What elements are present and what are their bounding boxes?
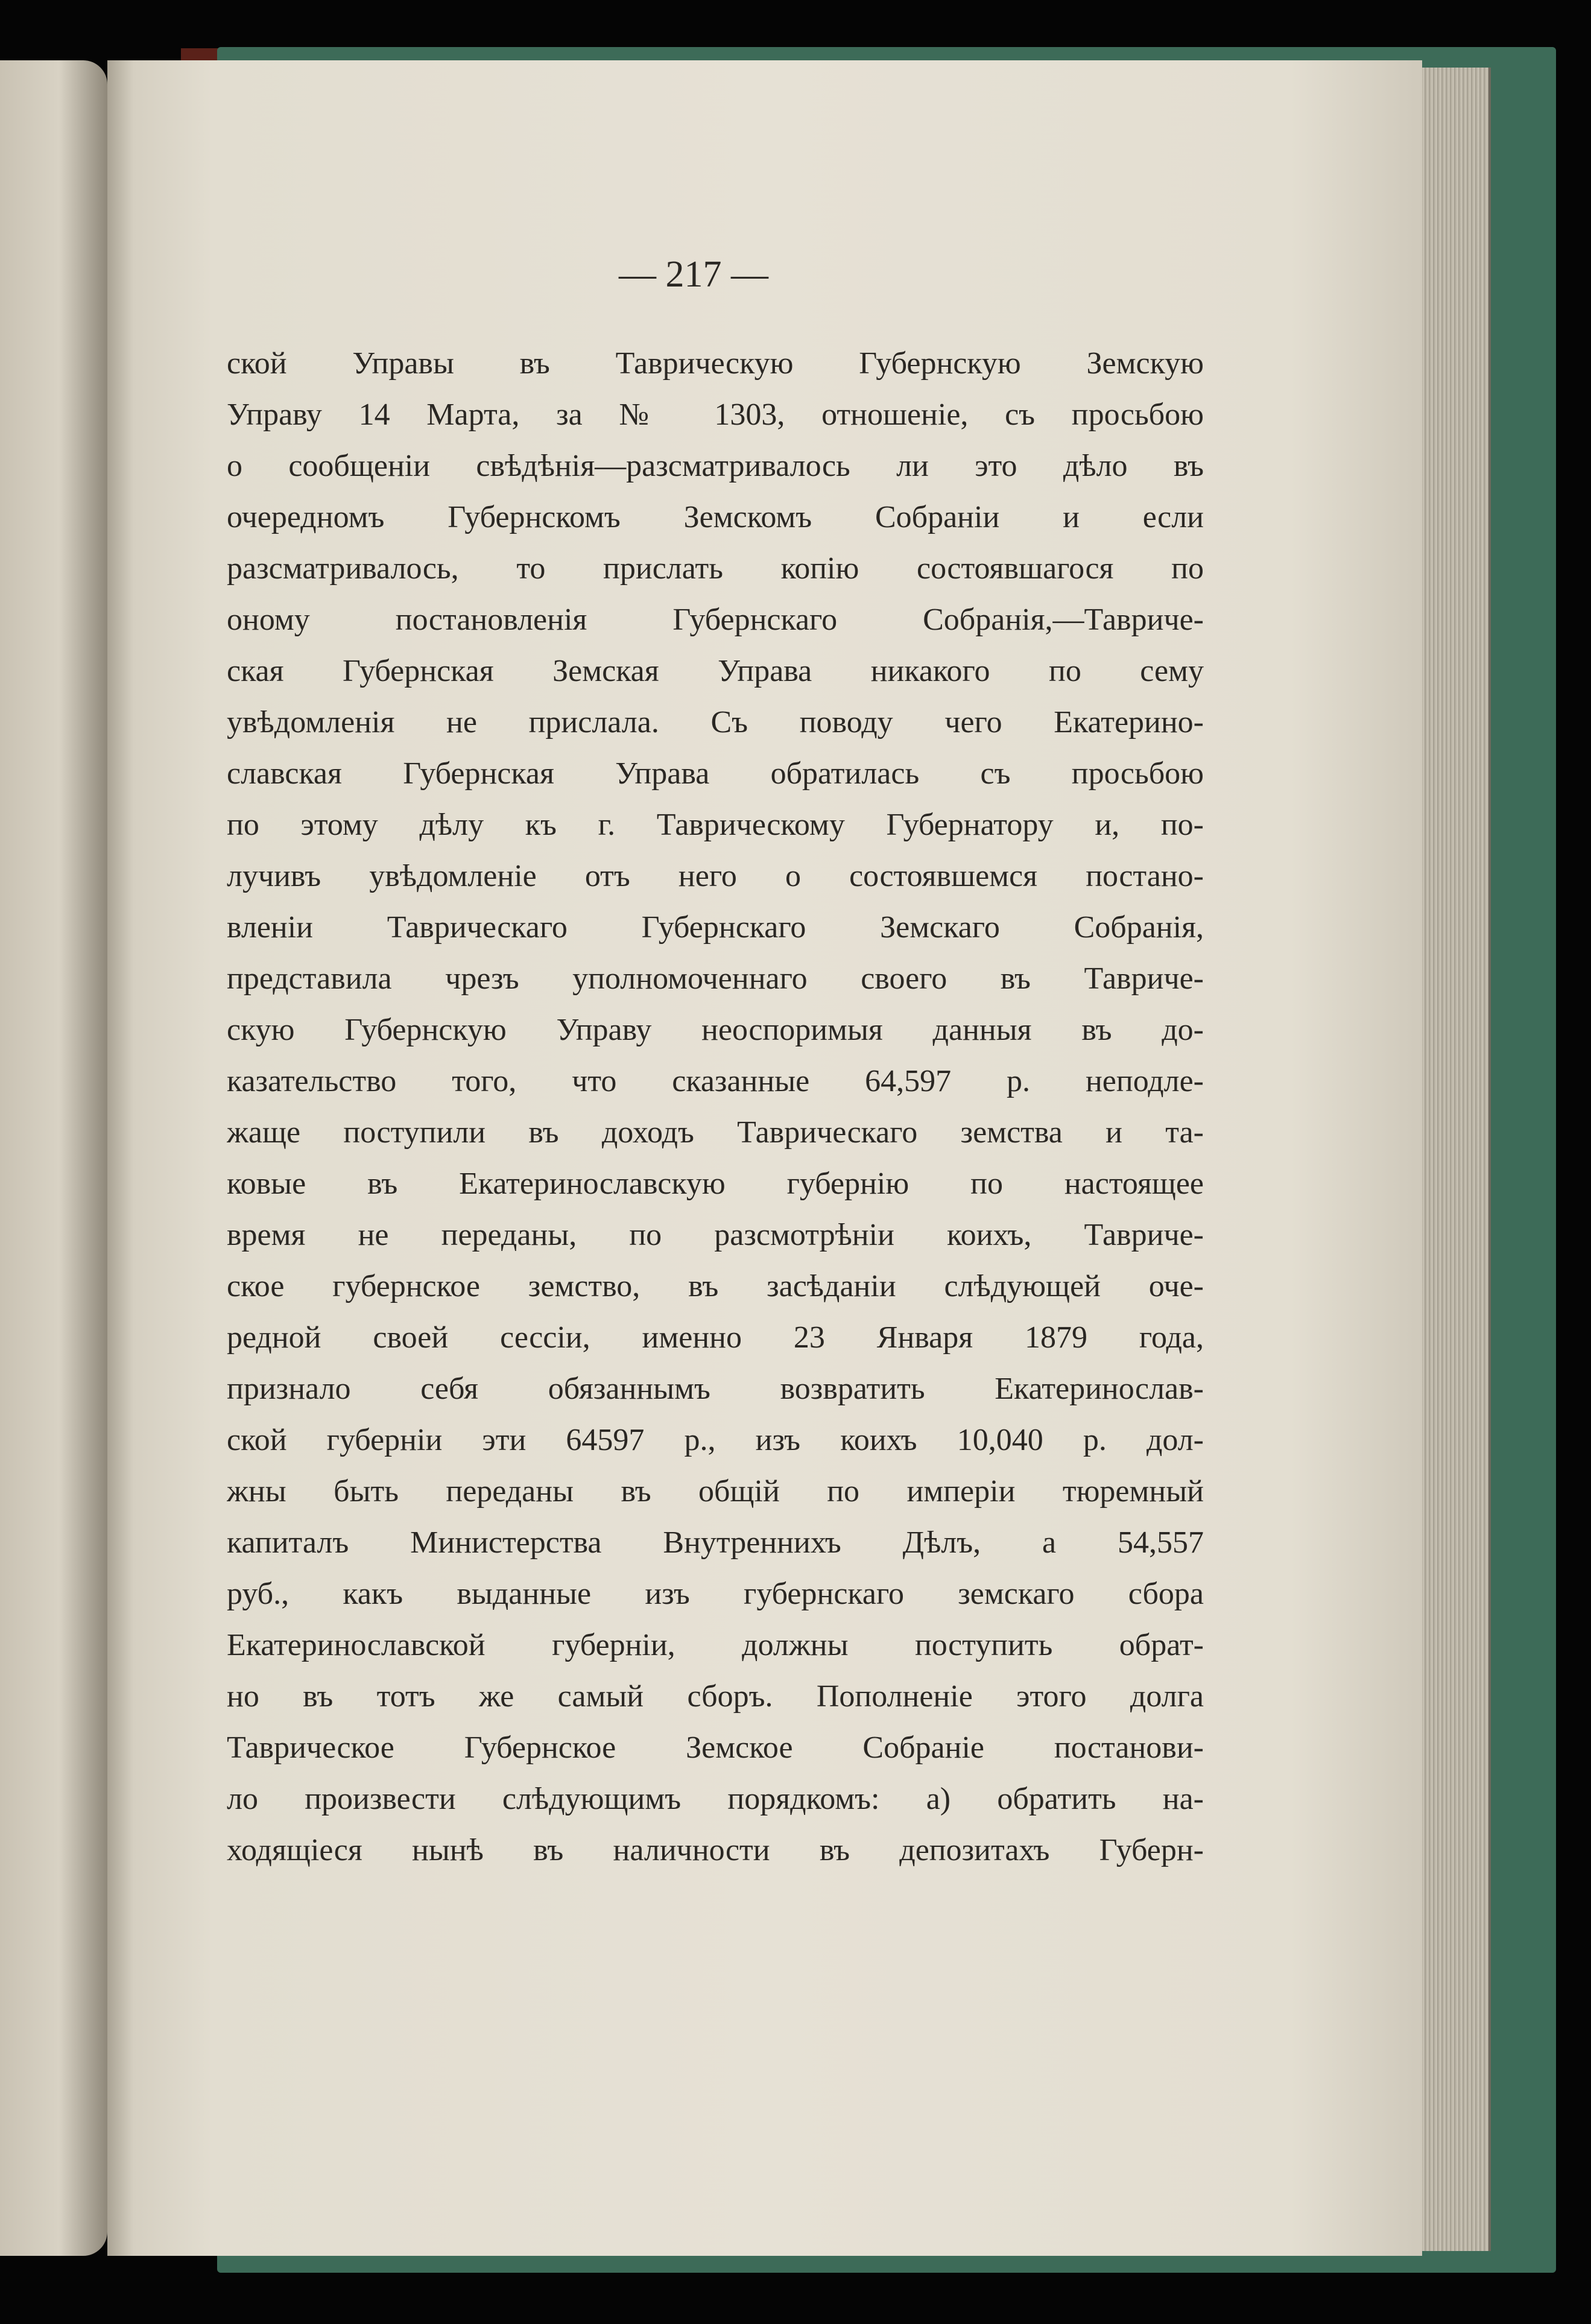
text-line: ское губернское земство, въ засѣданіи слѣдующей оче- [227, 1269, 1204, 1303]
text-line: ло произвести слѣдующимъ порядкомъ: а) обратить на- [227, 1782, 1204, 1816]
text-line: ская Губернская Земская Управа никакого по сему [227, 654, 1204, 688]
page-edges [1422, 68, 1491, 2251]
text-line: ской Управы въ Таврическую Губернскую Земскую [227, 346, 1204, 381]
text-line: ской губерніи эти 64597 р., изъ коихъ 10,040 р. дол- [227, 1423, 1204, 1457]
text-line: представила чрезъ уполномоченнаго своего въ Тавриче- [227, 961, 1204, 996]
text-line: увѣдомленія не прислала. Съ поводу чего Екатерино- [227, 705, 1204, 739]
text-line: Управу 14 Марта, за № 1303, отношеніе, съ просьбою [227, 397, 1204, 432]
left-page-edge [0, 60, 107, 2256]
text-line: казательство того, что сказанные 64,597 р. неподле- [227, 1064, 1204, 1098]
text-line: вленіи Таврическаго Губернскаго Земскаго Собранія, [227, 910, 1204, 945]
text-line: признало себя обязаннымъ возвратить Екатеринослав- [227, 1372, 1204, 1406]
text-line: ходящіеся нынѣ въ наличности въ депозитахъ Губерн- [227, 1833, 1204, 1867]
text-line: оному постановленія Губернскаго Собранія,—Тавриче- [227, 603, 1204, 637]
text-line: по этому дѣлу къ г. Таврическому Губернатору и, по- [227, 808, 1204, 842]
text-line: руб., какъ выданные изъ губернскаго земскаго сбора [227, 1577, 1204, 1611]
text-line: Таврическое Губернское Земское Собраніе постанови- [227, 1730, 1204, 1765]
text-line: скую Губернскую Управу неоспоримыя данныя въ до- [227, 1013, 1204, 1047]
text-line: очередномъ Губернскомъ Земскомъ Собраніи и если [227, 500, 1204, 534]
text-line: время не переданы, по разсмотрѣніи коихъ, Тавриче- [227, 1218, 1204, 1252]
text-line: лучивъ увѣдомленіе отъ него о состоявшемся постано- [227, 859, 1204, 893]
text-line: о сообщеніи свѣдѣнія—разсматривалось ли это дѣло въ [227, 449, 1204, 483]
text-line: разсматривалось, то прислать копію состоявшагося по [227, 551, 1204, 586]
text-line: но въ тотъ же самый сборъ. Пополненіе этого долга [227, 1679, 1204, 1714]
text-line: капиталъ Министерства Внутреннихъ Дѣлъ, а 54,557 [227, 1525, 1204, 1560]
text-line: редной своей сессіи, именно 23 Января 1879 года, [227, 1320, 1204, 1355]
body-text [227, 338, 1204, 1876]
text-line: Екатеринославской губерніи, должны поступить обрат- [227, 1628, 1204, 1662]
text-line: жаще поступили въ доходъ Таврическаго земства и та- [227, 1115, 1204, 1150]
page-number: — 217 — [619, 254, 768, 295]
text-line: ковые въ Екатеринославскую губернію по настоящее [227, 1167, 1204, 1201]
text-line: жны быть переданы въ общій по имперіи тюремный [227, 1474, 1204, 1509]
text-line: славская Губернская Управа обратилась съ просьбою [227, 756, 1204, 791]
